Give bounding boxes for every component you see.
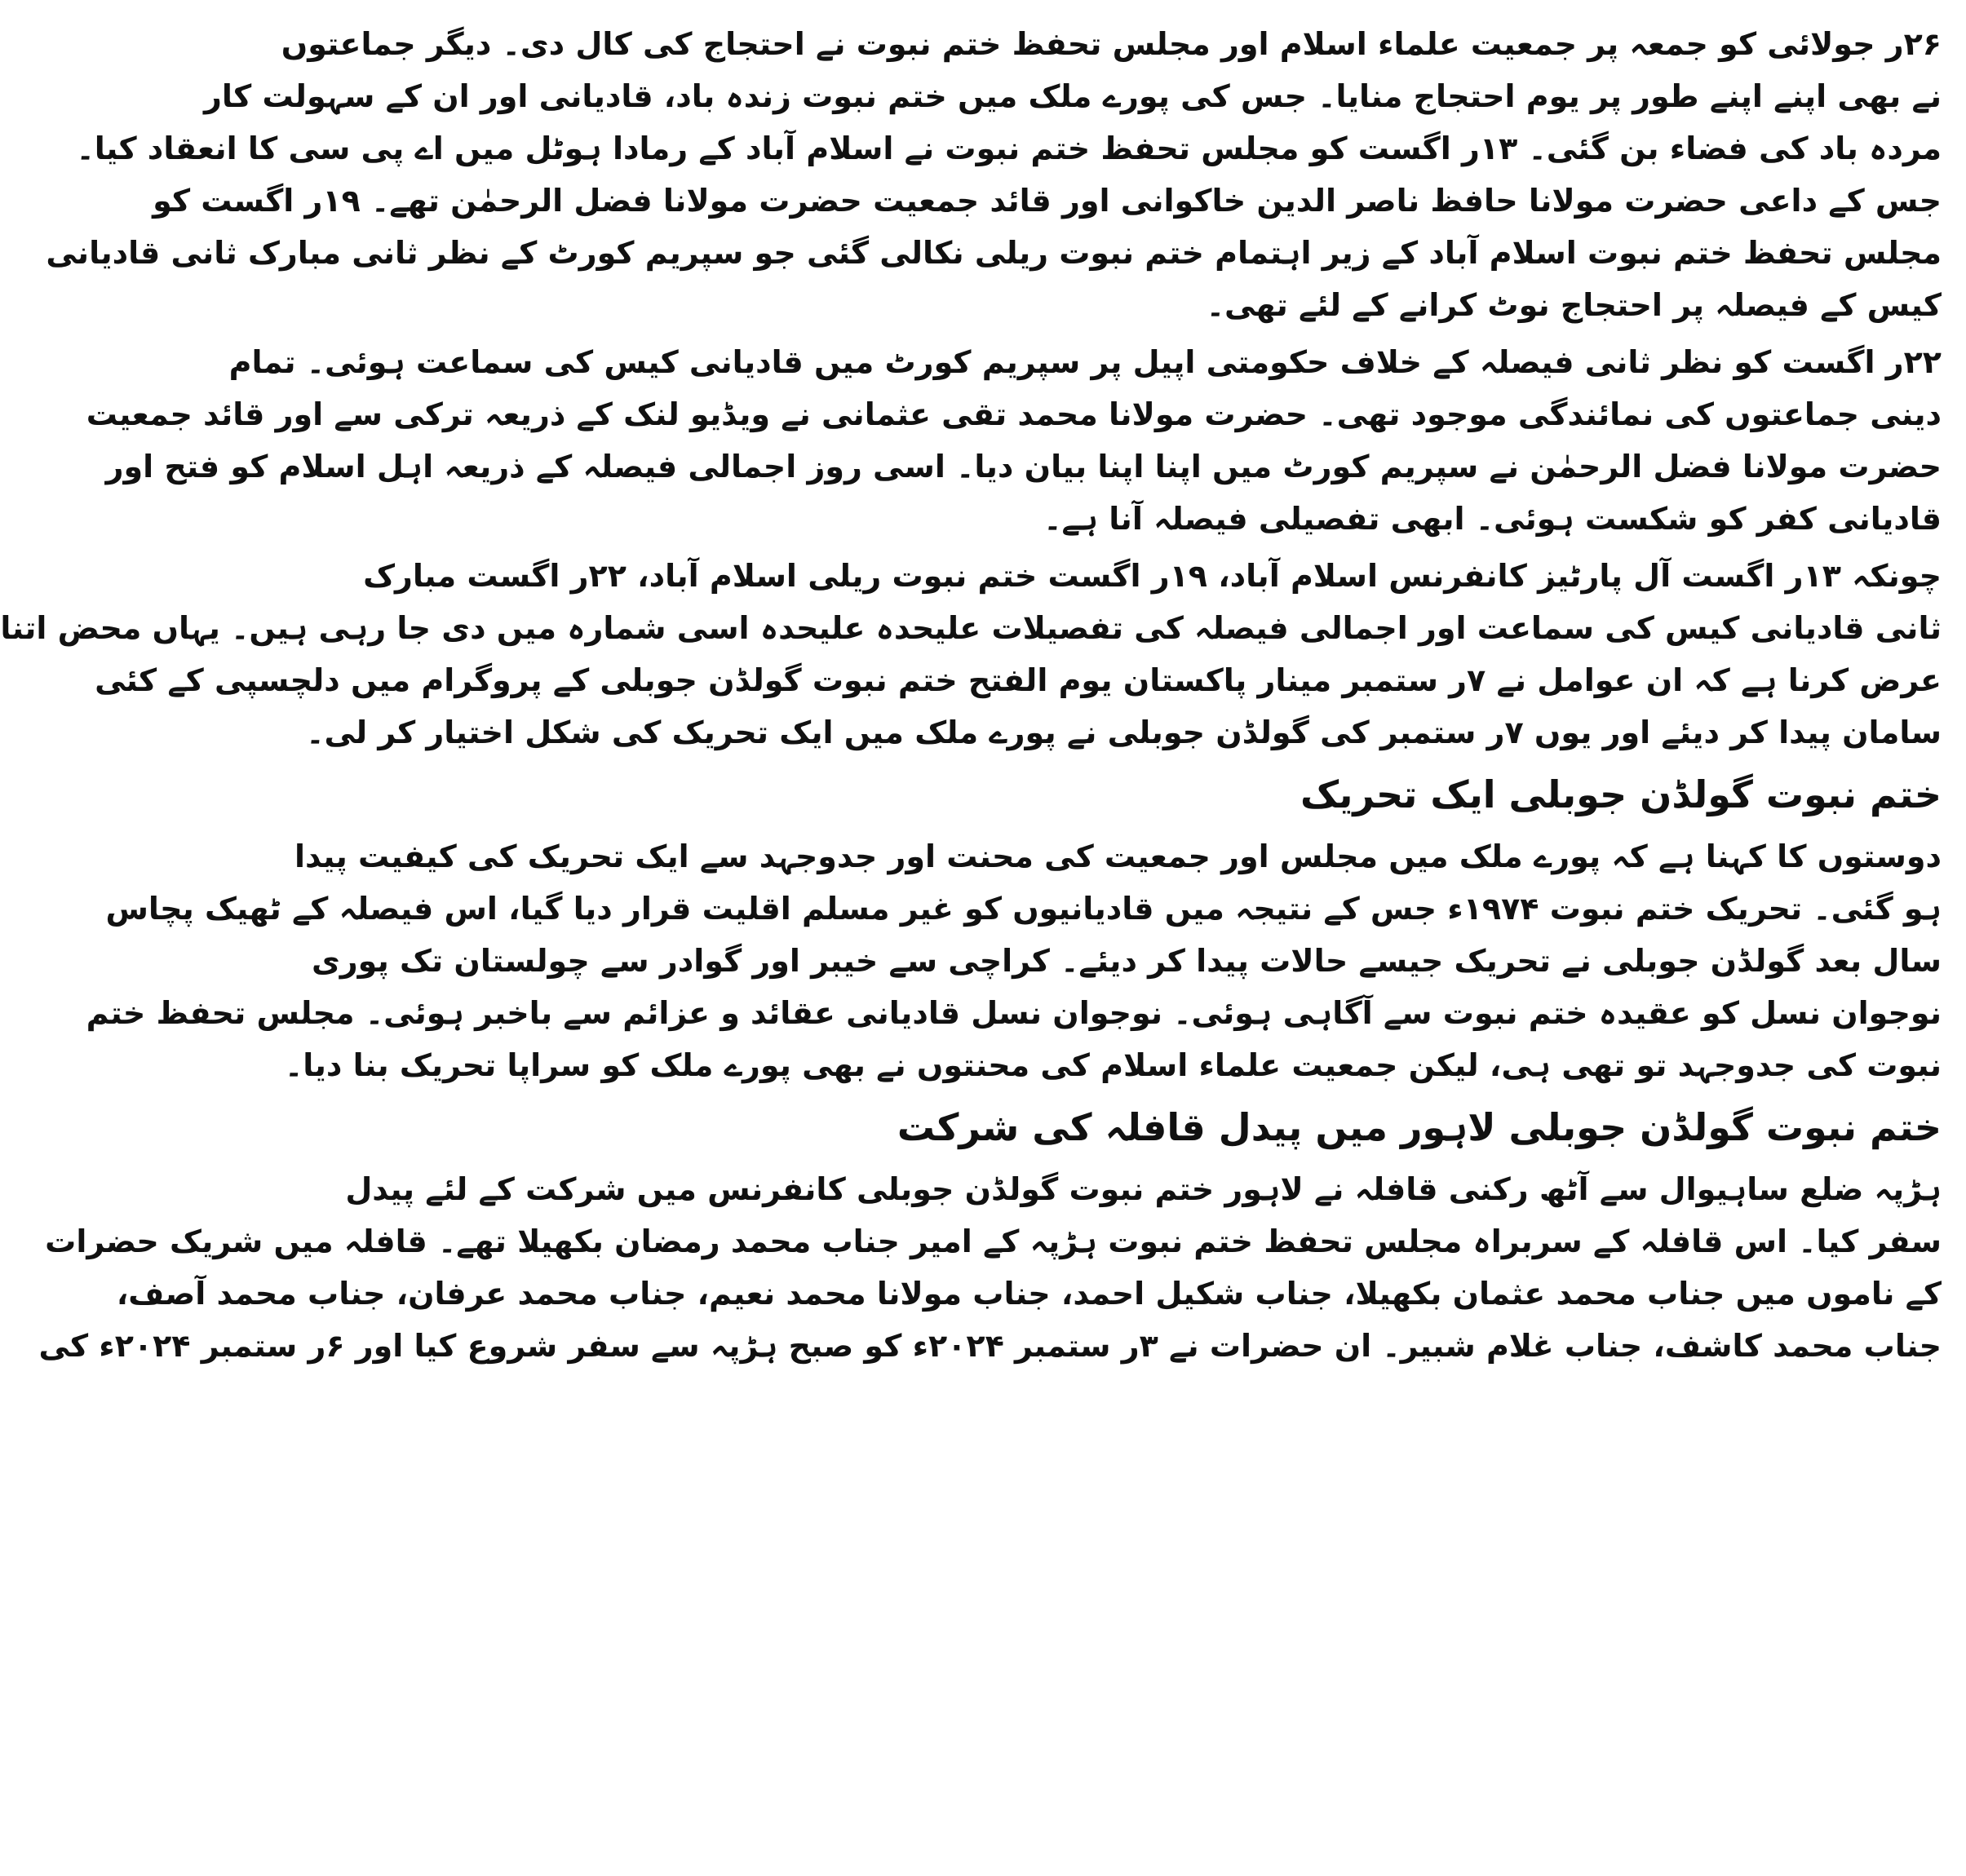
text-line: سامان پیدا کر دیئے اور یوں ۷ر ستمبر کی گولڈن جوبلی نے پورے ملک میں ایک تحریک کی شکل اختیار کر لی۔ <box>306 715 1942 750</box>
text-line: ۲۲ر اگست کو نظر ثانی فیصلہ کے خلاف حکومتی اپیل پر سپریم کورٹ میں قادیانی کیس کی سماعت ہوئی۔ تمام <box>228 344 1942 380</box>
text-line: ۲۶ر جولائی کو جمعہ پر جمعیت علماء اسلام اور مجلس تحفظ ختم نبوت نے احتجاج کی کال دی۔ دیگر جماعتوں <box>281 26 1942 62</box>
text-line: کیس کے فیصلہ پر احتجاج نوٹ کرانے کے لئے تھی۔ <box>1206 287 1942 323</box>
paragraph-protest-calls <box>46 18 1942 331</box>
paragraph-movement <box>86 830 1942 1091</box>
text-line: ہو گئی۔ تحریک ختم نبوت ۱۹۷۴ء جس کے نتیجہ میں قادیانیوں کو غیر مسلم اقلیت قرار دیا گیا، اس فیصلہ کے ٹھیک پچاس <box>105 891 1942 927</box>
text-line: عرض کرنا ہے کہ ان عوامل نے ۷ر ستمبر مینار پاکستان یوم الفتح ختم نبوت گولڈن جوبلی کے پروگرام میں دلچسپی کے کئی <box>95 662 1942 698</box>
paragraph-supreme-court-hearing <box>86 336 1942 545</box>
text-line: جناب محمد کاشف، جناب غلام شبیر۔ ان حضرات نے ۳ر ستمبر ۲۰۲۴ء کو صبح ہڑپہ سے سفر شروع کیا اور ۶ر ستمبر ۲۰۲۴ء کی <box>38 1328 1942 1364</box>
text-line: نبوت کی جدوجہد تو تھی ہی، لیکن جمعیت علماء اسلام کی محنتوں نے بھی پورے ملک کو سراپا تحریک بنا دیا۔ <box>285 1047 1942 1083</box>
paragraph-golden-jubilee-interest <box>0 550 1942 759</box>
text-line: سفر کیا۔ اس قافلہ کے سربراہ مجلس تحفظ ختم نبوت ہڑپہ کے امیر جناب محمد رمضان بکھیلا تھے۔ قافلہ میں شریک حضرات <box>45 1223 1942 1259</box>
text-line: جس کے داعی حضرت مولانا حافظ ناصر الدین خاکوانی اور قائد جمعیت حضرت مولانا فضل الرحمٰن تھے۔ ۱۹ر اگست کو <box>153 183 1942 219</box>
text-line: دینی جماعتوں کی نمائندگی موجود تھی۔ حضرت مولانا محمد تقی عثمانی نے ویڈیو لنک کے ذریعہ ترکی سے اور قائد جمعیت <box>86 396 1942 432</box>
text-line: مردہ باد کی فضاء بن گئی۔ ۱۳ر اگست کو مجلس تحفظ ختم نبوت نے اسلام آباد کے رمادا ہوٹل میں اے پی سی کا انعقاد کیا۔ <box>76 131 1942 166</box>
text-line: ثانی قادیانی کیس کی سماعت اور اجمالی فیصلہ کی تفصیلات علیحدہ علیحدہ اسی شمارہ میں دی جا رہی ہیں۔ یہاں محض اتنا <box>0 610 1942 646</box>
text-line: چونکہ ۱۳ر اگست آل پارٹیز کانفرنس اسلام آباد، ۱۹ر اگست ختم نبوت ریلی اسلام آباد، ۲۲ر اگست مبارک <box>363 558 1942 594</box>
text-line: قادیانی کفر کو شکست ہوئی۔ ابھی تفصیلی فیصلہ آنا ہے۔ <box>1043 501 1942 537</box>
paragraph-walking-caravan <box>38 1163 1942 1372</box>
text-line: نوجوان نسل کو عقیدہ ختم نبوت سے آگاہی ہوئی۔ نوجوان نسل قادیانی عقائد و عزائم سے باخبر ہوئی۔ مجلس تحفظ ختم <box>86 995 1942 1031</box>
text-line: دوستوں کا کہنا ہے کہ پورے ملک میں مجلس اور جمعیت کی محنت اور جدوجہد سے ایک تحریک کی کیفیت پیدا <box>294 838 1942 874</box>
text-line: حضرت مولانا فضل الرحمٰن نے سپریم کورٹ میں اپنا اپنا بیان دیا۔ اسی روز اجمالی فیصلہ کے ذریعہ اہل اسلام کو فتح اور <box>105 449 1942 484</box>
text-line: سال بعد گولڈن جوبلی نے تحریک جیسے حالات پیدا کر دیئے۔ کراچی سے خیبر اور گوادر سے چولستان تک پوری <box>311 943 1942 979</box>
text-line: کے ناموں میں جناب محمد عثمان بکھیلا، جناب شکیل احمد، جناب مولانا محمد نعیم، جناب محمد عرفان، جناب محمد آصف، <box>116 1276 1942 1312</box>
section-heading-golden-jubilee-movement: ختم نبوت گولڈن جوبلی ایک تحریک <box>1300 772 1942 816</box>
section-heading-walking-caravan: ختم نبوت گولڈن جوبلی لاہور میں پیدل قافلہ کی شرکت <box>897 1105 1942 1149</box>
text-line: نے بھی اپنے اپنے طور پر یوم احتجاج منایا۔ جس کی پورے ملک میں ختم نبوت زندہ باد، قادیانی اور ان کے سہولت کار <box>203 78 1942 114</box>
text-line: ہڑپہ ضلع ساہیوال سے آٹھ رکنی قافلہ نے لاہور ختم نبوت گولڈن جوبلی کانفرنس میں شرکت کے لئے پیدل <box>345 1171 1942 1207</box>
text-line: مجلس تحفظ ختم نبوت اسلام آباد کے زیر اہتمام ختم نبوت ریلی نکالی گئی جو سپریم کورٹ کے نظر ثانی مبارک ثانی قادیانی <box>46 235 1942 271</box>
